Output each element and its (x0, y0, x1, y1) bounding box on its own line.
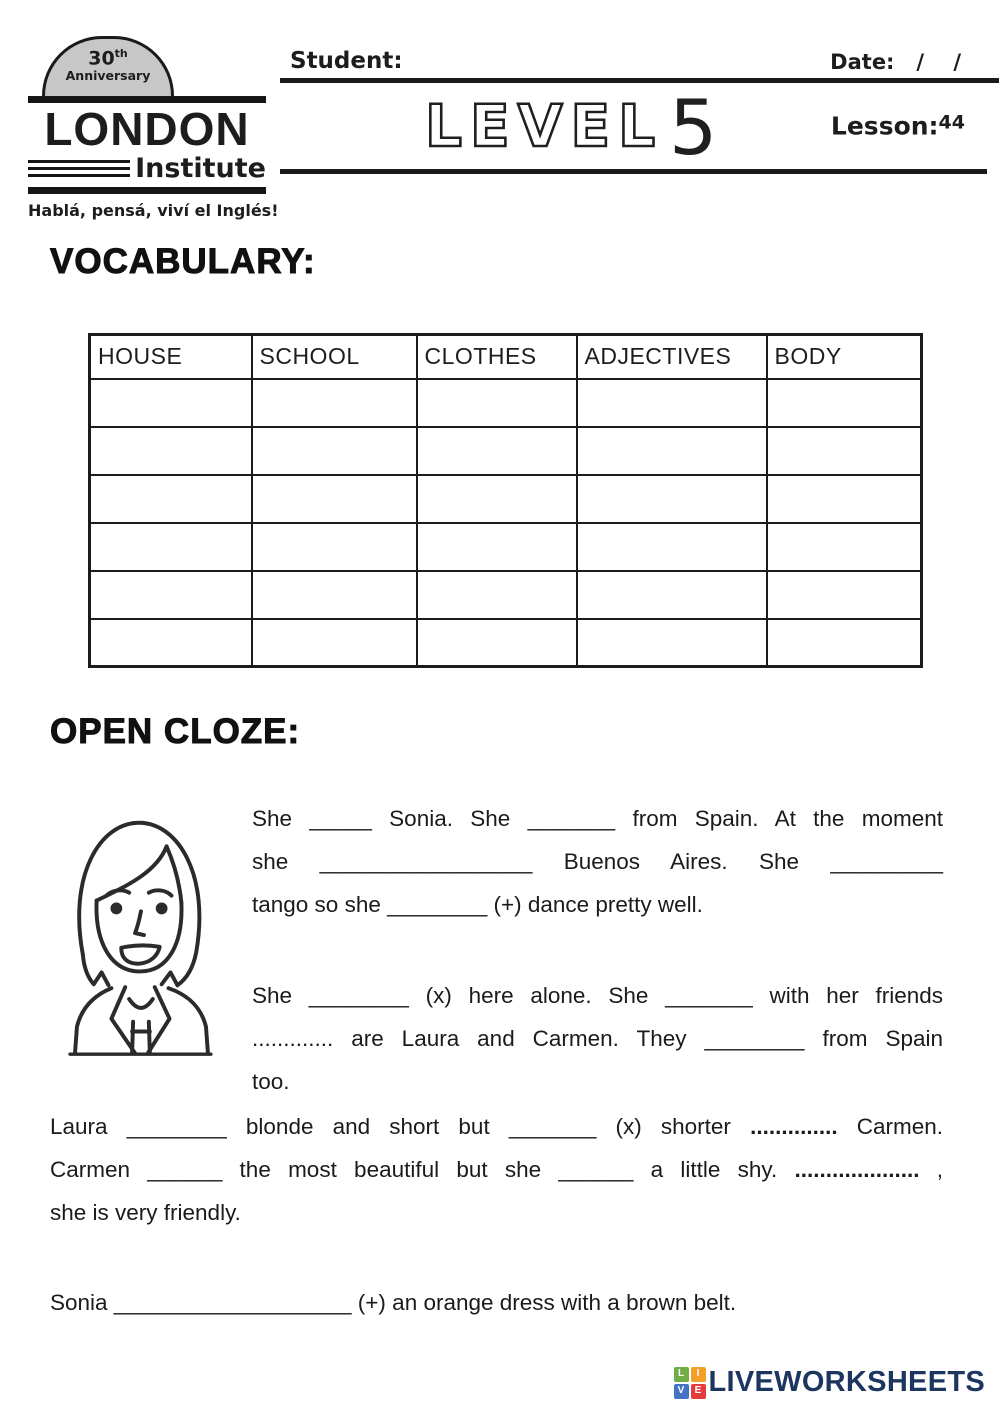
liveworksheets-square-e: E (691, 1384, 706, 1399)
vocab-empty-row (90, 427, 922, 475)
vocab-col-body: BODY (767, 335, 922, 379)
vocab-empty-cell[interactable] (252, 571, 417, 619)
cloze-text-segment: She _____ Sonia. She _______ from Spain. At the moment (252, 806, 943, 831)
cloze-text-segment: tango so she ________ (+) dance pretty well. (252, 892, 703, 917)
vocab-empty-cell[interactable] (417, 475, 577, 523)
vocabulary-table (88, 333, 923, 668)
logo-divider-bar (28, 96, 266, 103)
liveworksheets-wordmark: LIVEWORKSHEETS (708, 1366, 985, 1398)
vocab-empty-cell[interactable] (577, 427, 767, 475)
cloze-column-text (252, 797, 943, 1151)
cloze-text-segment: Laura ________ blonde and short but _______ (x) shorter (50, 1114, 751, 1139)
vocab-empty-cell[interactable] (252, 523, 417, 571)
london-institute-logo (28, 36, 279, 220)
logo-tagline: Hablá, pensá, viví el Inglés! (28, 201, 279, 220)
level-number: 5 (668, 82, 717, 166)
cloze-line (252, 1017, 943, 1060)
vocab-empty-cell[interactable] (417, 523, 577, 571)
institute-row (28, 155, 266, 182)
lesson-number: 44 (938, 111, 965, 134)
cloze-line (252, 840, 943, 883)
vocab-empty-cell[interactable] (577, 523, 767, 571)
anniversary-badge (42, 36, 174, 96)
vocab-empty-row (90, 523, 922, 571)
cloze-text-segment: Carmen ______ the most beautiful but she ______ a little shy. (50, 1157, 795, 1182)
cloze-line (50, 1281, 943, 1324)
cloze-paragraph-1[interactable] (252, 797, 943, 926)
level-word: LEVEL (424, 91, 663, 160)
cloze-text-segment: Sonia ___________________ (+) an orange dress with a brown belt. (50, 1290, 737, 1315)
liveworksheets-square-i: I (691, 1367, 706, 1382)
cloze-line (252, 797, 943, 840)
vocab-empty-cell[interactable] (252, 475, 417, 523)
vocab-empty-cell[interactable] (417, 619, 577, 667)
woman-avatar-art (50, 807, 228, 1065)
cloze-line (252, 974, 943, 1017)
anniversary-word: Anniversary (65, 68, 151, 84)
vocab-col-clothes: CLOTHES (417, 335, 577, 379)
vocab-empty-cell[interactable] (90, 619, 252, 667)
date-field: Date: / / (830, 50, 961, 74)
header (28, 36, 999, 220)
level-title-art (419, 82, 731, 166)
vocab-empty-cell[interactable] (767, 475, 922, 523)
cloze-line (252, 883, 943, 926)
vocab-empty-cell[interactable] (417, 571, 577, 619)
student-label: Student: (290, 48, 403, 74)
cloze-line (252, 1060, 943, 1103)
open-cloze-heading: OPEN CLOZE: (50, 712, 301, 751)
lesson-field: Lesson:$^{44}$ (830, 111, 965, 141)
vocab-empty-cell[interactable] (577, 571, 767, 619)
vocab-empty-cell[interactable] (577, 619, 767, 667)
vocab-empty-cell[interactable] (90, 379, 252, 427)
cloze-text-segment: , (919, 1157, 943, 1182)
cloze-paragraph-2[interactable] (252, 974, 943, 1103)
cloze-text-segment: ............. are Laura and Carmen. They ________ from Spain (252, 1026, 943, 1051)
vocab-empty-cell[interactable] (417, 427, 577, 475)
liveworksheets-logo[interactable] (674, 1366, 986, 1399)
vocabulary-heading: VOCABULARY: (50, 242, 316, 281)
cloze-text-segment: Carmen. (837, 1114, 943, 1139)
brand-name: LONDON (44, 103, 250, 155)
vocab-empty-cell[interactable] (90, 475, 252, 523)
vocab-empty-cell[interactable] (767, 619, 922, 667)
cloze-paragraph-3[interactable] (50, 1105, 943, 1234)
vocab-empty-cell[interactable] (90, 571, 252, 619)
vocab-empty-cell[interactable] (252, 619, 417, 667)
cloze-text-segment: she _________________ Buenos Aires. She _________ (252, 849, 943, 874)
cloze-text-segment: She ________ (x) here alone. She _______ with her friends (252, 983, 943, 1008)
vocab-empty-cell[interactable] (252, 427, 417, 475)
vocab-empty-cell[interactable] (577, 475, 767, 523)
institute-label: Institute (135, 153, 266, 184)
vocab-empty-cell[interactable] (577, 379, 767, 427)
cloze-top-section (50, 797, 943, 1151)
cloze-text-segment: she is very friendly. (50, 1200, 241, 1225)
cloze-paragraph-4[interactable] (50, 1281, 943, 1324)
vocab-empty-row (90, 619, 922, 667)
bold-dotted-blank: .................... (794, 1157, 920, 1182)
bold-dotted-blank: .............. (750, 1114, 838, 1139)
vocab-empty-row (90, 475, 922, 523)
header-fields (280, 36, 999, 220)
date-slashes[interactable]: / / (916, 50, 961, 74)
vocab-col-school: SCHOOL (252, 335, 417, 379)
liveworksheets-squares-icon (674, 1367, 706, 1399)
vocab-empty-cell[interactable] (767, 427, 922, 475)
level-title (419, 82, 731, 171)
anniversary-number: 30th (88, 47, 128, 70)
cloze-line (50, 1105, 943, 1148)
vocab-col-adjectives: ADJECTIVES (577, 335, 767, 379)
vocab-col-house: HOUSE (90, 335, 252, 379)
vocab-empty-cell[interactable] (90, 427, 252, 475)
vocab-empty-cell[interactable] (767, 571, 922, 619)
cloze-line (50, 1191, 943, 1234)
cloze-text-segment: too. (252, 1069, 290, 1094)
vocab-empty-row (90, 571, 922, 619)
vocab-empty-cell[interactable] (767, 379, 922, 427)
vocab-empty-cell[interactable] (417, 379, 577, 427)
institute-lines (28, 160, 135, 177)
liveworksheets-square-v: V (674, 1384, 689, 1399)
vocab-empty-cell[interactable] (767, 523, 922, 571)
vocab-empty-cell[interactable] (90, 523, 252, 571)
liveworksheets-square-l: L (674, 1367, 689, 1382)
vocab-empty-cell[interactable] (252, 379, 417, 427)
woman-avatar-illustration (50, 797, 228, 1151)
cloze-line (50, 1148, 943, 1191)
vocab-header-row (90, 335, 922, 379)
vocab-empty-row (90, 379, 922, 427)
logo-divider-bar-thick (28, 187, 266, 194)
